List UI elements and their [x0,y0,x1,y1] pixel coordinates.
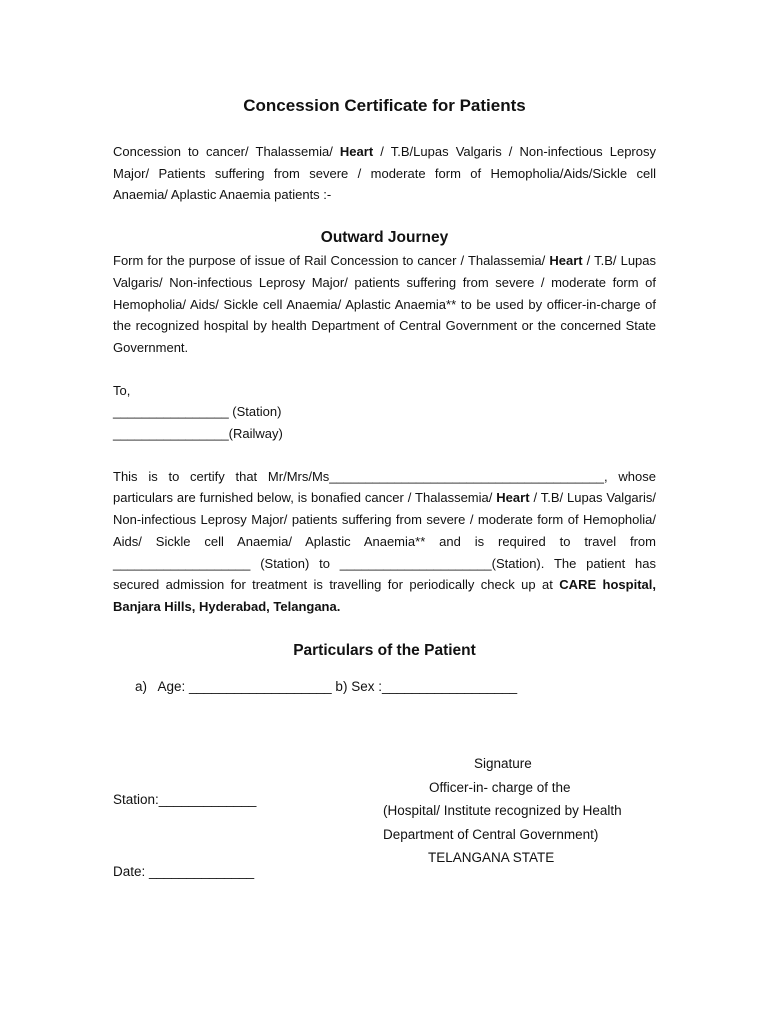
state-label: TELANGANA STATE [428,850,555,866]
address-railway-field: ________________(Railway) [113,426,283,442]
certify-bold-heart: Heart [496,490,530,506]
outward-text-2: / T.B/ Lupas Valgaris/ Non-infectious Leprosy Major/ patients suffering from severe / moderate form of Hemopholia/ Aids/ Sickle cell Anaemia/ Aplastic Anaemia** to be used by officer-in-charge of the recognized hospital by health Department of Central Government or the concerned State Government. [113,253,657,355]
certify-text-1: This is to certify that Mr/Mrs/Ms______________________________________, whose particulars are furnished below, is bonafied cancer / Thalassemia/ [113,468,656,506]
address-station-field: ________________ (Station) [113,404,282,420]
hospital-label: (Hospital/ Institute recognized by Health [383,803,622,819]
officer-label: Officer-in- charge of the [429,779,571,795]
particulars-heading: Particulars of the Patient [293,641,476,659]
signature-label: Signature [474,756,532,772]
outward-bold-heart: Heart [549,253,583,269]
intro-bold-heart: Heart [339,144,374,159]
intro-text-2: / T.B/Lupas Valgaris / Non-infectious Leprosy Major/ Patients suffering from severe / moderate form of Hemopholia/Aids/Sickle cell Anaemia/ Aplastic Anaemia patients :- [113,144,656,203]
certify-paragraph [113,466,656,618]
address-to: To, [113,382,131,398]
outward-journey-heading: Outward Journey [320,229,449,247]
department-label: Department of Central Government) [383,826,599,842]
intro-paragraph [113,141,656,206]
signature-block [383,752,658,870]
date-field: Date: ______________ [113,864,255,880]
certify-text-2: / T.B/ Lupas Valgaris/ Non-infectious Leprosy Major/ patients suffering from severe / moderate form of Hemopholia/ Aids/ Sickle cell Anaemia/ Aplastic Anaemia** and is required to travel from ___________________ (Station) to _____________________(Station). The patient has secured admission for treatment is travelling for periodically check up at [113,490,656,593]
age-sex-row: a) Age: ___________________ b) Sex :__________________ [135,678,518,694]
certify-bold-hospital: CARE hospital, Banjara Hills, Hyderabad, Telangana. [113,577,656,614]
intro-text-1: Concession to cancer/ Thalassemia/ [113,144,340,159]
spacer [113,359,656,380]
footer-left [113,740,256,932]
outward-paragraph [113,250,656,359]
document-title: Concession Certificate for Patients [243,96,526,115]
footer-block [113,740,656,880]
station-field: Station:_____________ [113,792,257,808]
outward-text-1: Form for the purpose of issue of Rail Concession to cancer / Thalassemia/ [113,253,550,269]
certificate-page [113,94,657,880]
spacer [113,445,656,466]
